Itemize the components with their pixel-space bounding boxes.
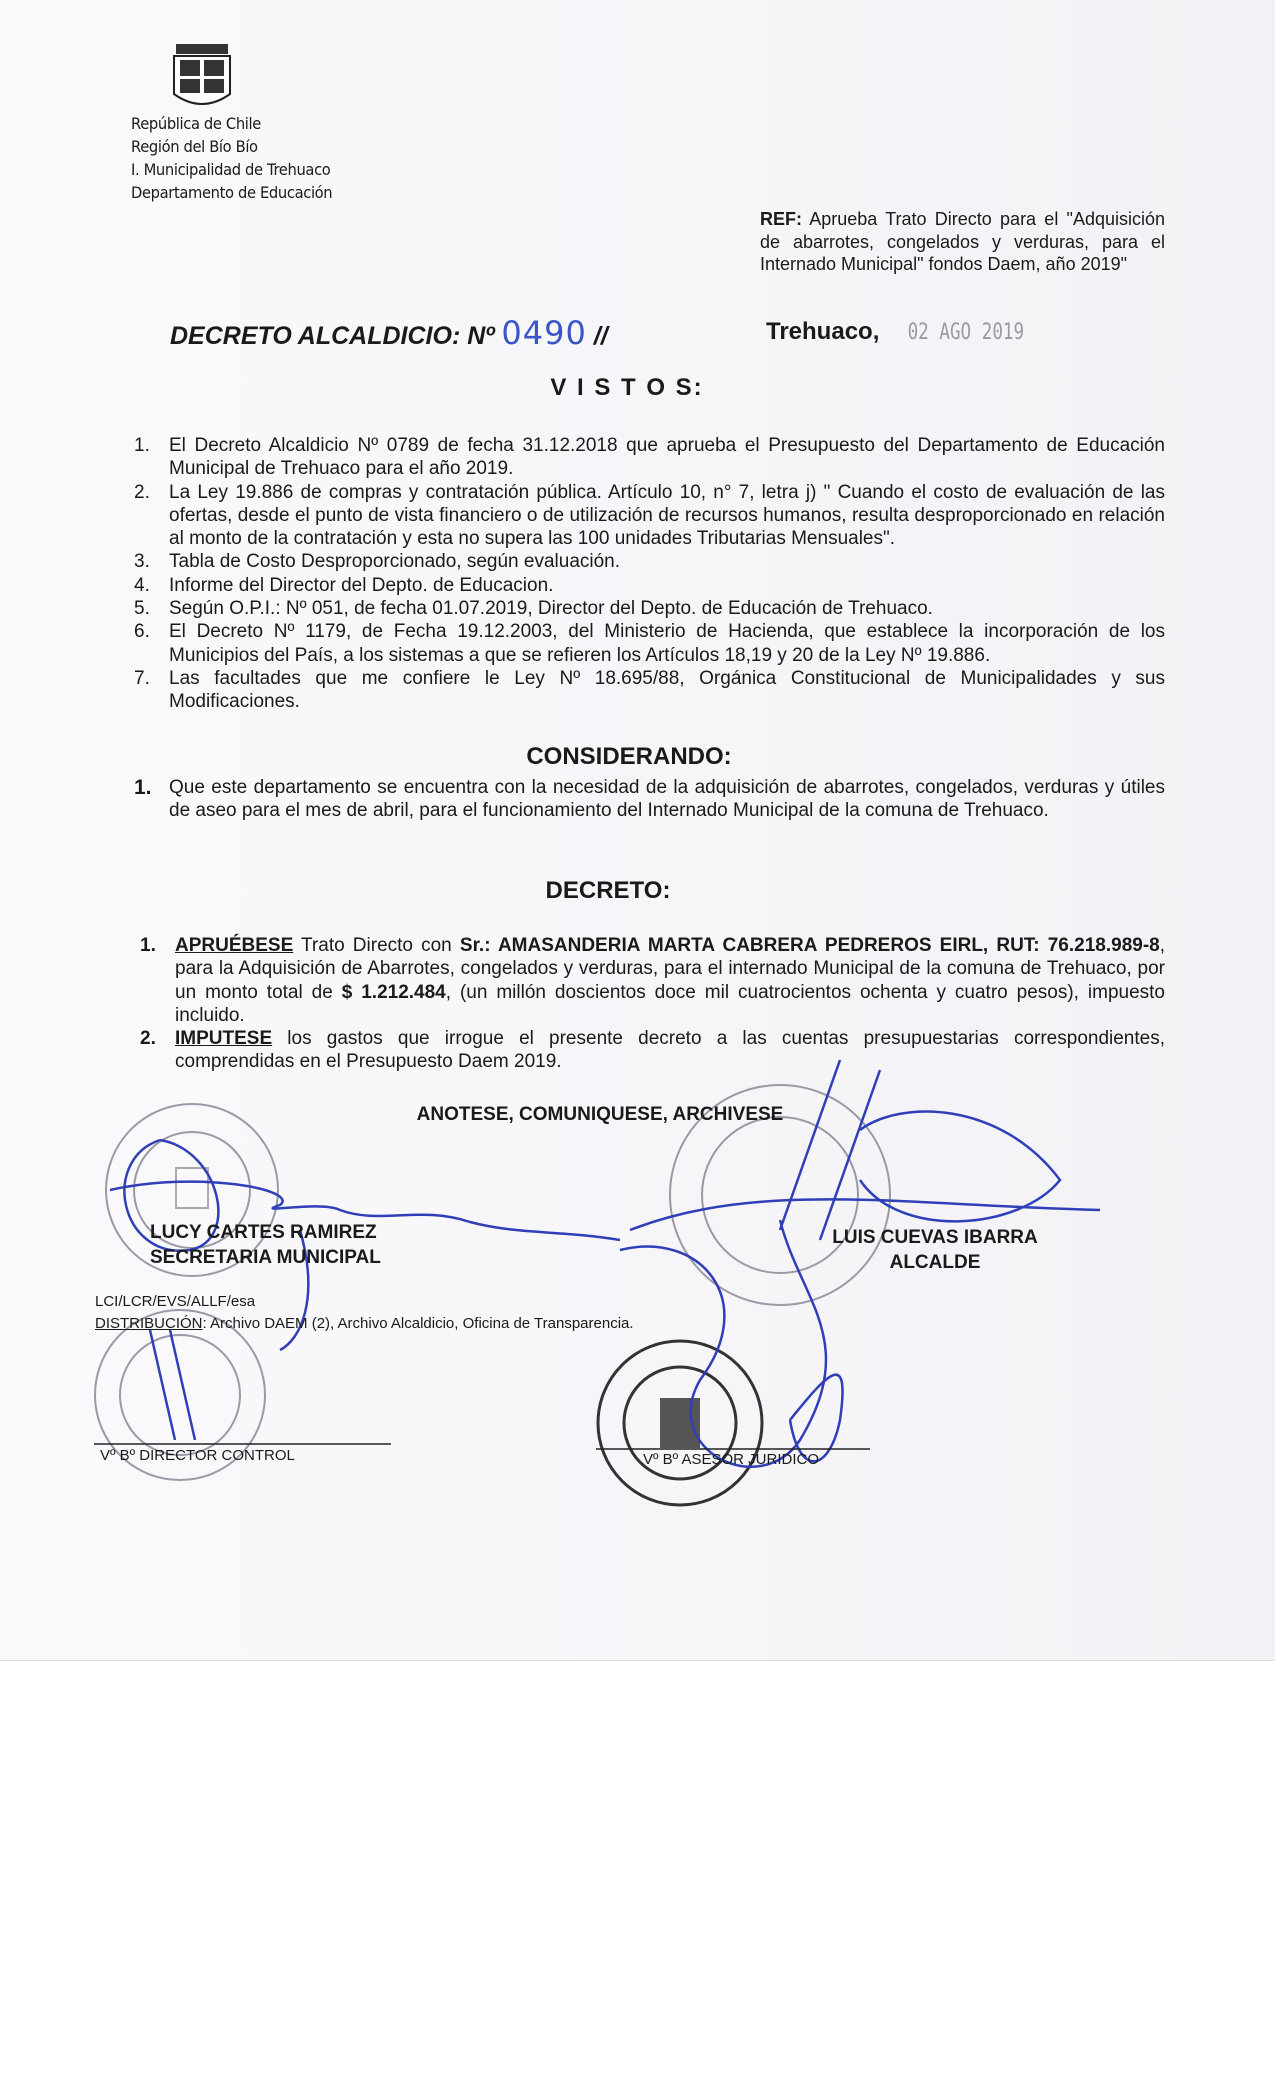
list-item [134,434,1165,481]
decreto-heading: DECRETO: [545,877,671,904]
ref-text: Aprueba Trato Directo para el "Adquisición de abarrotes, congelados y verduras, para el Internado Municipal" fondos Daem, año 2019" [760,209,1165,274]
item-text [175,934,1165,1027]
decree-suffix: // [593,322,608,350]
city: Trehuaco, [766,318,880,345]
letterhead-line: Región del Bío Bío [131,137,258,156]
distribution-label: DISTRIBUCIÓN [95,1315,203,1332]
municipal-crest-icon [174,44,230,104]
list-item [134,550,1165,573]
vistos-list [134,434,1165,714]
considerando-list [134,776,1165,823]
item-number: 6. [134,621,150,643]
item-number: 1. [134,776,152,799]
place-date [766,318,1039,346]
closing-formula: ANOTESE, COMUNIQUESE, ARCHIVESE [416,1104,784,1125]
text-part: Trato Directo con [293,935,460,956]
item-text: El Decreto Alcaldicio Nº 0789 de fecha 31.12.2018 que aprueba el Presupuesto del Departamento de Educación Municipal de Trehuaco para el año 2019. [169,435,1165,480]
right-signature-block [810,1225,1060,1275]
item-number: 1. [140,935,156,956]
list-item [134,620,1165,667]
supplier-name: Sr.: AMASANDERIA MARTA CABRERA PEDREROS EIRL, RUT: 76.218.989-8 [459,935,1160,956]
list-item [134,597,1165,620]
item-number: 2. [140,1028,156,1050]
letterhead-line: Departamento de Educación [131,183,333,202]
considerando-heading: CONSIDERANDO: [526,743,732,770]
left-signature-block [150,1220,440,1270]
juridico-stamp [598,1341,762,1505]
distribution-text: : Archivo DAEM (2), Archivo Alcaldicio, Oficina de Transparencia. [202,1315,634,1332]
list-item [134,667,1165,714]
item-text: Tabla de Costo Desproporcionado, según evaluación. [169,551,621,573]
distribution [95,1313,634,1335]
item-number: 3. [134,551,150,573]
item-text: Según O.P.I.: Nº 051, de fecha 01.07.2019, Director del Depto. de Educación de Trehuaco. [169,598,933,620]
keyword: IMPUTESE [175,1028,273,1050]
item-number: 4. [134,574,150,596]
footer-info [95,1291,634,1335]
item-number: 5. [134,598,150,620]
list-item [140,934,1165,1027]
decree-number-handwritten: 0490 [501,314,587,352]
reference-block [760,208,1165,276]
item-number: 1. [134,435,150,456]
vb-juridico-label: Vº Bº ASESOR JURIDICO [643,1451,819,1468]
item-text: Informe del Director del Depto. de Educacion. [169,574,554,596]
decree-label: DECRETO ALCALDICIO: Nº [170,322,495,350]
decree-number [170,314,608,352]
item-text [175,1027,1165,1074]
signer-name: LUIS CUEVAS IBARRA [832,1227,1038,1248]
text-part: los gastos que irrogue el presente decreto a las cuentas presupuestarias correspondientes, comprendidas en el Presupuesto Daem 2019. [175,1028,1165,1073]
signer-title: ALCALDE [889,1252,981,1273]
list-item [134,776,1165,823]
date-stamp: 02 AGO 2019 [907,320,1025,345]
item-number: 2. [134,481,150,503]
item-text: El Decreto Nº 1179, de Fecha 19.12.2003, del Ministerio de Hacienda, que establece la incorporación de los Municipios del País, a los sistemas a que se refieren los Artículos 18,19 y 20 de la Ley Nº 19.886. [169,621,1165,666]
list-item [140,1027,1165,1074]
letterhead-line: I. Municipalidad de Trehuaco [131,160,331,179]
text-part: , (un millón doscientos doce mil cuatrocientos ochenta y cuatro pesos), impuesto incluido. [175,981,1165,1026]
letterhead [131,112,332,204]
vistos-heading: V I S T O S: [550,374,704,401]
decreto-list [140,934,1165,1074]
item-text: Las facultades que me confiere le Ley Nº 18.695/88, Orgánica Constitucional de Municipalidades y sus Modificaciones. [169,667,1165,713]
amount: $ 1.212.484 [341,981,446,1003]
text-part: , para la Adquisición de Abarrotes, congelados y verduras, para el internado Municipal de la comuna de Trehuaco, por un monto total de [175,935,1166,1003]
signer-title: SECRETARIA MUNICIPAL [150,1247,381,1268]
ref-label: REF: [760,209,802,229]
signer-name: LUCY CARTES RAMIREZ [150,1222,377,1243]
vb-control-label: Vº Bº DIRECTOR CONTROL [100,1447,295,1464]
initials: LCI/LCR/EVS/ALLF/esa [95,1293,256,1310]
letterhead-line: República de Chile [131,114,261,133]
list-item [134,481,1165,551]
item-number: 7. [134,667,150,689]
keyword: APRUÉBESE [175,935,294,956]
list-item [134,574,1165,597]
item-text: Que este departamento se encuentra con la necesidad de la adquisición de abarrotes, congelados, verduras y útiles de aseo para el mes de abril, para el funcionamiento del Internado Municipal de la comuna de Trehuaco. [169,777,1165,822]
item-text: La Ley 19.886 de compras y contratación pública. Artículo 10, n° 7, letra j) " Cuando el costo de evaluación de las ofertas, desde el punto de vista financiero o de utilización de recursos humanos, resulta desproporcionado en relación al monto de la contratación y esta no supera las 100 unidades Tributarias Mensuales". [169,481,1165,550]
